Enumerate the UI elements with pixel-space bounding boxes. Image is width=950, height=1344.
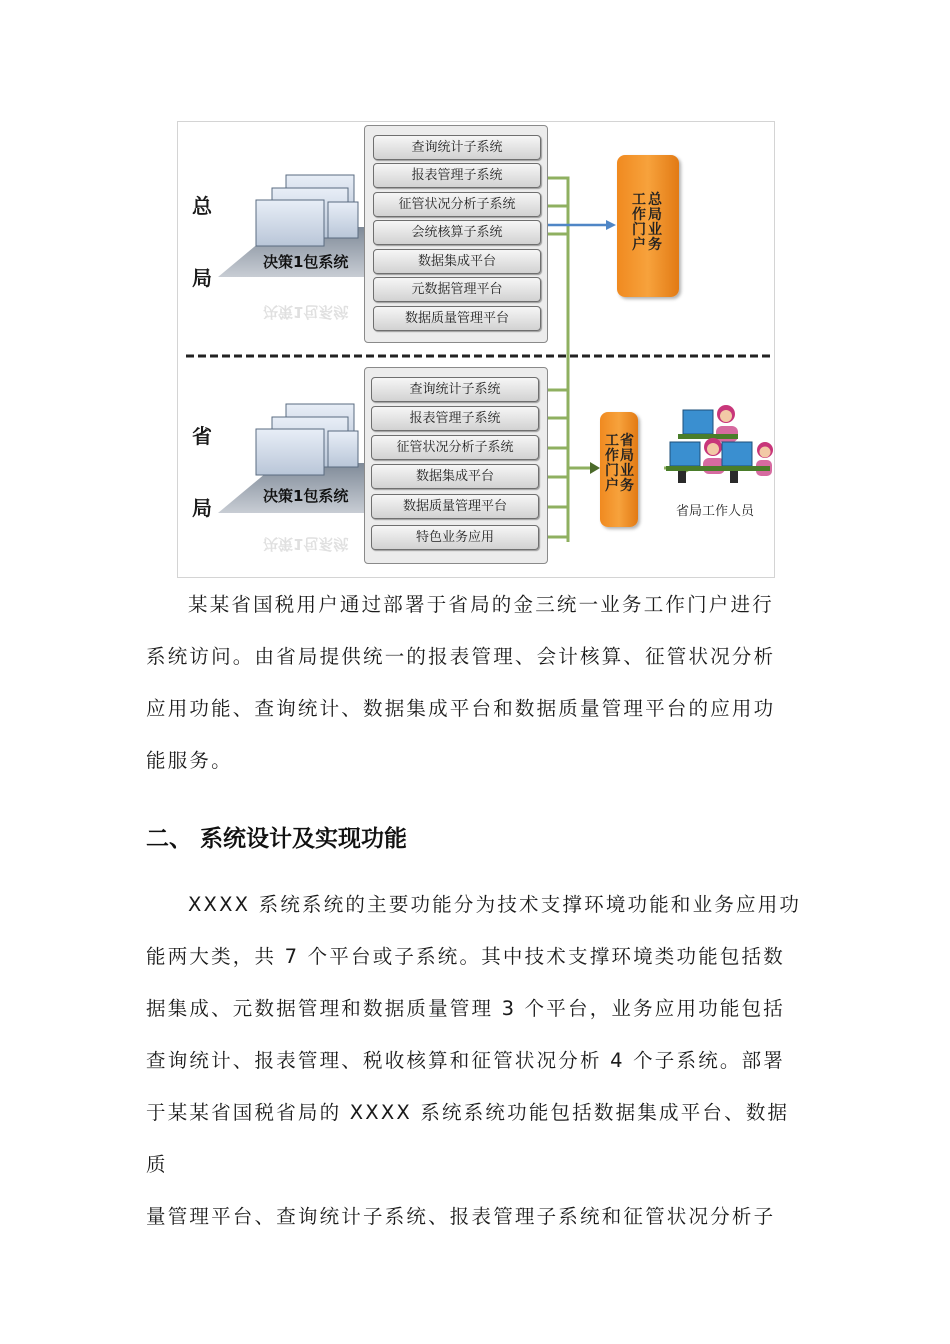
side-label-bottom-2: 局 [192, 496, 212, 520]
bottom-package-label: 决策1包系统 [263, 487, 349, 505]
side-label-bottom-1: 省 [192, 424, 212, 448]
staff-person-3 [718, 442, 773, 483]
bottom-subsystem-4: 数据集成平台 [371, 464, 539, 489]
paragraph-functions-line: 查询统计、报表管理、税收核算和征管状况分析 4 个子系统。部署 [146, 1049, 786, 1072]
paragraph-functions-line: 据集成、元数据管理和数据质量管理 3 个平台，业务应用功能包括 [146, 997, 786, 1020]
top-subsystem-5: 数据集成平台 [373, 249, 541, 274]
top-screen-front [256, 200, 324, 246]
top-package-label: 决策1包系统 [263, 253, 349, 271]
paragraph-intro-line: 系统访问。由省局提供统一的报表管理、会计核算、征管状况分析 [146, 645, 776, 668]
bottom-portal-box [600, 412, 638, 527]
top-subsystem-2: 报表管理子系统 [373, 163, 541, 188]
top-subsystem-3: 征管状况分析子系统 [373, 192, 541, 217]
top-subsystem-4: 会统核算子系统 [373, 220, 541, 245]
section-heading: 二、 系统设计及实现功能 [146, 826, 408, 852]
top-portal-box [617, 155, 679, 297]
bottom-portal-col1: 省局业务 [620, 433, 634, 494]
paragraph-functions [146, 879, 806, 1243]
top-portal-col1: 总局业务 [648, 192, 662, 253]
staff-person-2 [666, 438, 726, 483]
paragraph-functions-line: 能两大类，共 7 个平台或子系统。其中技术支撑环境类功能包括数 [146, 945, 786, 968]
top-subsystem-7: 数据质量管理平台 [373, 306, 541, 331]
staff-icons [666, 405, 773, 483]
architecture-figure [177, 121, 775, 578]
paragraph-functions-line: XXXX 系统系统的主要功能分为技术支撑环境功能和业务应用功 [188, 893, 802, 916]
bottom-package-reflection: 决策1包系统 [263, 535, 349, 553]
side-label-top-1: 总 [192, 194, 212, 218]
arrowhead-provincial-portal [590, 462, 600, 474]
paragraph-intro-line: 能服务。 [146, 749, 233, 772]
top-subsystem-6: 元数据管理平台 [373, 277, 541, 302]
bottom-screen-side [328, 431, 358, 467]
bottom-subsystem-3: 征管状况分析子系统 [371, 435, 539, 460]
bottom-subsystem-6: 特色业务应用 [371, 525, 539, 550]
top-subsystem-1: 查询统计子系统 [373, 135, 541, 160]
paragraph-functions-line: 量管理平台、查询统计子系统、报表管理子系统和征管状况分析子 [146, 1205, 776, 1228]
top-package-reflection: 决策1包系统 [263, 303, 349, 321]
paragraph-intro-line: 某某省国税用户通过部署于省局的金三统一业务工作门户进行 [188, 593, 774, 616]
paragraph-functions-line: 于某某省国税省局的 XXXX 系统系统功能包括数据集成平台、数据质 [146, 1101, 790, 1176]
bottom-subsystem-2: 报表管理子系统 [371, 406, 539, 431]
paragraph-intro [146, 579, 806, 787]
bottom-portal-col2: 工作门户 [605, 433, 619, 494]
side-label-top-2: 局 [192, 266, 212, 290]
staff-person-1 [678, 405, 738, 442]
top-portal-col2: 工作门户 [632, 192, 646, 253]
top-screen-side [328, 202, 358, 238]
bottom-subsystem-1: 查询统计子系统 [371, 377, 539, 402]
bottom-subsystem-5: 数据质量管理平台 [371, 494, 539, 519]
bottom-screen-front [256, 429, 324, 475]
staff-label: 省局工作人员 [676, 504, 755, 519]
paragraph-intro-line: 应用功能、查询统计、数据集成平台和数据质量管理平台的应用功 [146, 697, 776, 720]
blue-arrowhead [606, 220, 616, 230]
